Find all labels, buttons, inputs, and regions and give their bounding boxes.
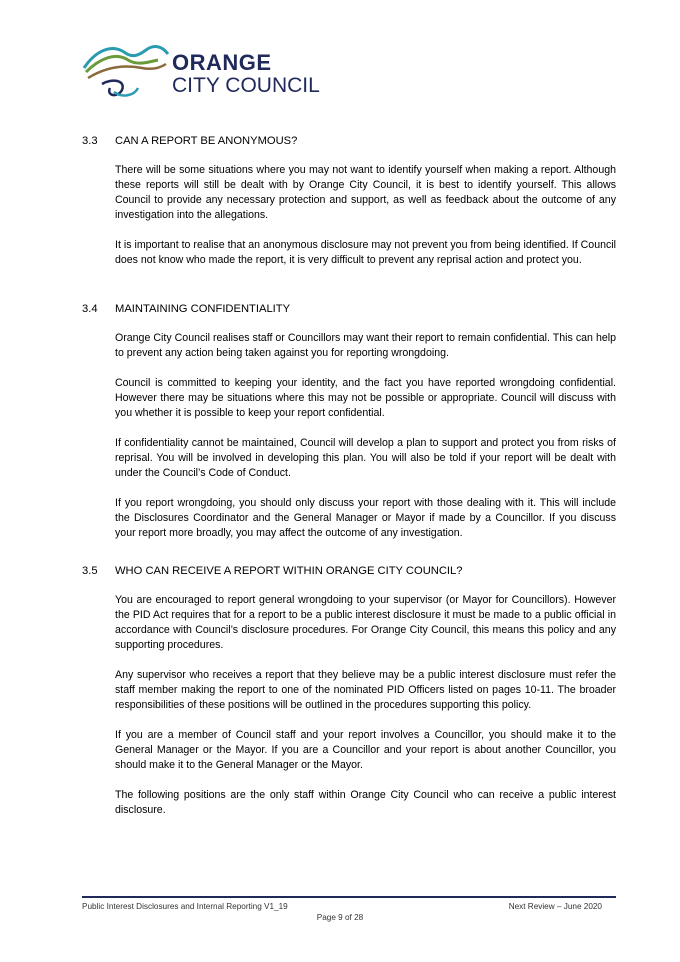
section-3-5 bbox=[82, 564, 616, 818]
section-3-3 bbox=[82, 134, 616, 268]
document-body bbox=[82, 134, 616, 833]
logo-line-1: ORANGE bbox=[172, 50, 272, 75]
paragraph: Any supervisor who receives a report that they believe may be a public interest disclosure must refer the staff member making the report to one of the nominated PID Officers listed on pages 10-11. The broader responsibilities of these positions will be outlined in the procedures supporting this policy. bbox=[115, 669, 616, 711]
section-number: 3.4 bbox=[82, 303, 98, 315]
footer-page-number: Page 9 of 28 bbox=[316, 913, 364, 922]
section-heading bbox=[82, 564, 616, 579]
section-number: 3.5 bbox=[82, 565, 98, 577]
section-heading bbox=[82, 134, 616, 149]
footer-divider bbox=[82, 896, 616, 898]
paragraph: If confidentiality cannot be maintained, Council will develop a plan to support and protect you from risks of reprisal. You will be involved in developing this plan. You will also be told if your report will be dealt with under the Council’s Code of Conduct. bbox=[115, 437, 616, 479]
footer-review-date: Next Review – June 2020 bbox=[508, 902, 602, 911]
paragraph: If you report wrongdoing, you should only discuss your report with those dealing with it. This will include the Disclosures Coordinator and the General Manager or Mayor if made by a Councillor. If you discuss your report more broadly, you may affect the outcome of any investigation. bbox=[115, 497, 616, 539]
orange-city-council-logo bbox=[82, 38, 332, 104]
section-title: MAINTAINING CONFIDENTIALITY bbox=[115, 303, 291, 315]
logo-line-2: CITY COUNCIL bbox=[172, 74, 320, 97]
paragraph: There will be some situations where you may not want to identify yourself when making a report. Although these reports will still be dealt with by Orange City Council, it is best to identify yourself. This allows Council to provide any necessary protection and support, as well as feedback about the outcome of any investigation into the allegations. bbox=[115, 164, 616, 221]
logo-emblem-icon bbox=[82, 38, 172, 104]
section-title: CAN A REPORT BE ANONYMOUS? bbox=[115, 135, 298, 147]
section-3-4 bbox=[82, 302, 616, 541]
paragraph: You are encouraged to report general wrongdoing to your supervisor (or Mayor for Councillors). However the PID Act requires that for a report to be a public interest disclosure it must be made to a public official in accordance with Council’s disclosure procedures. For Orange City Council, this means this policy and any supporting procedures. bbox=[115, 594, 616, 651]
footer-document-title: Public Interest Disclosures and Internal Reporting V1_19 bbox=[82, 902, 288, 911]
section-title: WHO CAN RECEIVE A REPORT WITHIN ORANGE CITY COUNCIL? bbox=[115, 565, 463, 577]
section-heading bbox=[82, 302, 616, 317]
paragraph: Orange City Council realises staff or Councillors may want their report to remain confidential. This can help to prevent any action being taken against you for reporting wrongdoing. bbox=[115, 332, 616, 359]
paragraph: Council is committed to keeping your identity, and the fact you have reported wrongdoing confidential. However there may be situations where this may not be possible or appropriate. Council will discuss with you whether it is possible to keep your report confidential. bbox=[115, 377, 616, 419]
paragraph: If you are a member of Council staff and your report involves a Councillor, you should make it to the General Manager or the Mayor. If you are a Councillor and your report is about another Councillor, you should make it to the General Manager or the Mayor. bbox=[115, 729, 616, 771]
section-number: 3.3 bbox=[82, 135, 98, 147]
paragraph: It is important to realise that an anonymous disclosure may not prevent you from being identified. If Council does not know who made the report, it is very difficult to prevent any reprisal action and protect you. bbox=[115, 239, 616, 266]
paragraph: The following positions are the only staff within Orange City Council who can receive a public interest disclosure. bbox=[115, 789, 616, 816]
